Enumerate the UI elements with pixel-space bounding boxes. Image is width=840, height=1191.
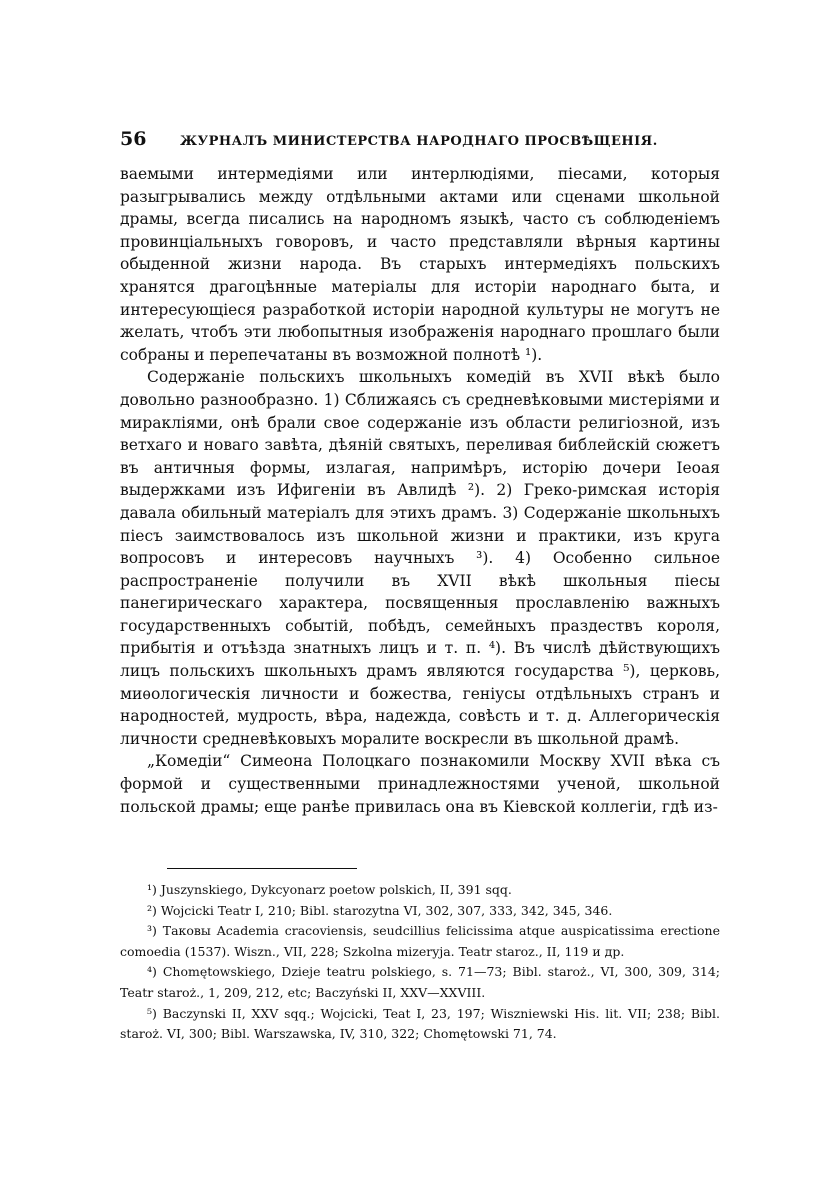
page-number: 56 — [120, 128, 147, 150]
footnote-divider — [167, 868, 357, 869]
paragraph-1: ваемыми интермедіями или интерлюдіями, піесами, которыя разыгрывались между отдѣльными актами или сценами школьной драмы, всегда писались на народномъ языкѣ, часто съ соблюденіемъ провинціальныхъ говоровъ, и часто представляли вѣрныя картины обыденной жизни народа. Въ старыхъ интермедіяхъ польскихъ хранятся драгоцѣнные матеріалы для исторіи народнаго быта, и интересующіеся разработкой исторіи народной культуры не могутъ не желать, чтобъ эти любопытныя изображенія народнаго прошлаго были собраны и перепечатаны въ возможной полнотѣ ¹). — [120, 165, 720, 364]
paragraph-2: Содержаніе польскихъ школьныхъ комедій въ XVII вѣкѣ было довольно разнообразно. 1) Сближаясь съ средневѣковыми мистеріями и миракліями, онѣ брали свое содержаніе изъ области религіозной, изъ ветхаго и новаго завѣта, дѣяній святыхъ, переливая библейскій сюжетъ въ античныя формы, излагая, напримѣръ, исторію дочери Іеоая выдержками изъ Ифигеніи въ Авлидѣ ²). 2) Греко-римская исторія давала обильный матеріалъ для этихъ драмъ. 3) Содержаніе школьныхъ піесъ заимствовалось изъ школьной жизни и практики, изъ круга вопросовъ и интересовъ научныхъ ³). 4) Особенно сильное распространеніе получили въ XVII вѣкѣ школьныя піесы панегирическаго характера, посвященныя прославленію важныхъ государственныхъ событій, побѣдъ, семейныхъ праздествъ короля, прибытія и отъѣзда знатныхъ лицъ и т. п. ⁴). Въ числѣ дѣйствующихъ лицъ польскихъ школьныхъ драмъ являются государства ⁵), церковь, миѳологическія личности и божества, геніусы отдѣльныхъ странъ и народностей, мудрость, вѣра, надежда, совѣсть и т. д. Аллегорическія личности средневѣковыхъ моралите воскресли въ школьной драмѣ. — [120, 368, 720, 748]
running-title: ЖУРНАЛЪ МИНИСТЕРСТВА НАРОДНАГО ПРОСВѢЩЕНІЯ. — [180, 134, 658, 149]
main-text — [120, 163, 720, 818]
footnotes — [120, 880, 720, 1045]
footnote-3: ³) Таковы Academia cracoviensis, seudcillius felicissima atque auspicatissima erectione comoedia (1537). Wiszn., VII, 228; Szkolna mizeryja. Teatr staroz., II, 119 и др. — [120, 923, 720, 959]
footnote-1: ¹) Juszynskiego, Dykcyonarz poetow polskich, II, 391 sqq. — [147, 882, 512, 897]
footnote-4: ⁴) Chomętowskiego, Dzieje teatru polskiego, s. 71—73; Bibl. staroż., VI, 300, 309, 314; Teatr staroż., 1, 209, 212, etc; Baczyński II, XXV—XXVIII. — [120, 964, 720, 1000]
paragraph-3: „Комедіи“ Симеона Полоцкаго познакомили Москву XVII вѣка съ формой и существенными принадлежностями ученой, школьной польской драмы; еще ранѣе привилась она въ Кіевской коллегіи, гдѣ из- — [120, 752, 720, 816]
page-header — [120, 128, 720, 150]
footnote-2: ²) Wojcicki Teatr I, 210; Bibl. starozytna VI, 302, 307, 333, 342, 345, 346. — [147, 902, 613, 918]
footnote-5: ⁵) Baczynski II, XXV sqq.; Wojcicki, Teat I, 23, 197; Wiszniewski His. lit. VII; 238; Bibl. staroż. VI, 300; Bibl. Warszawska, IV, 310, 322; Chomętowski 71, 74. — [120, 1005, 720, 1042]
